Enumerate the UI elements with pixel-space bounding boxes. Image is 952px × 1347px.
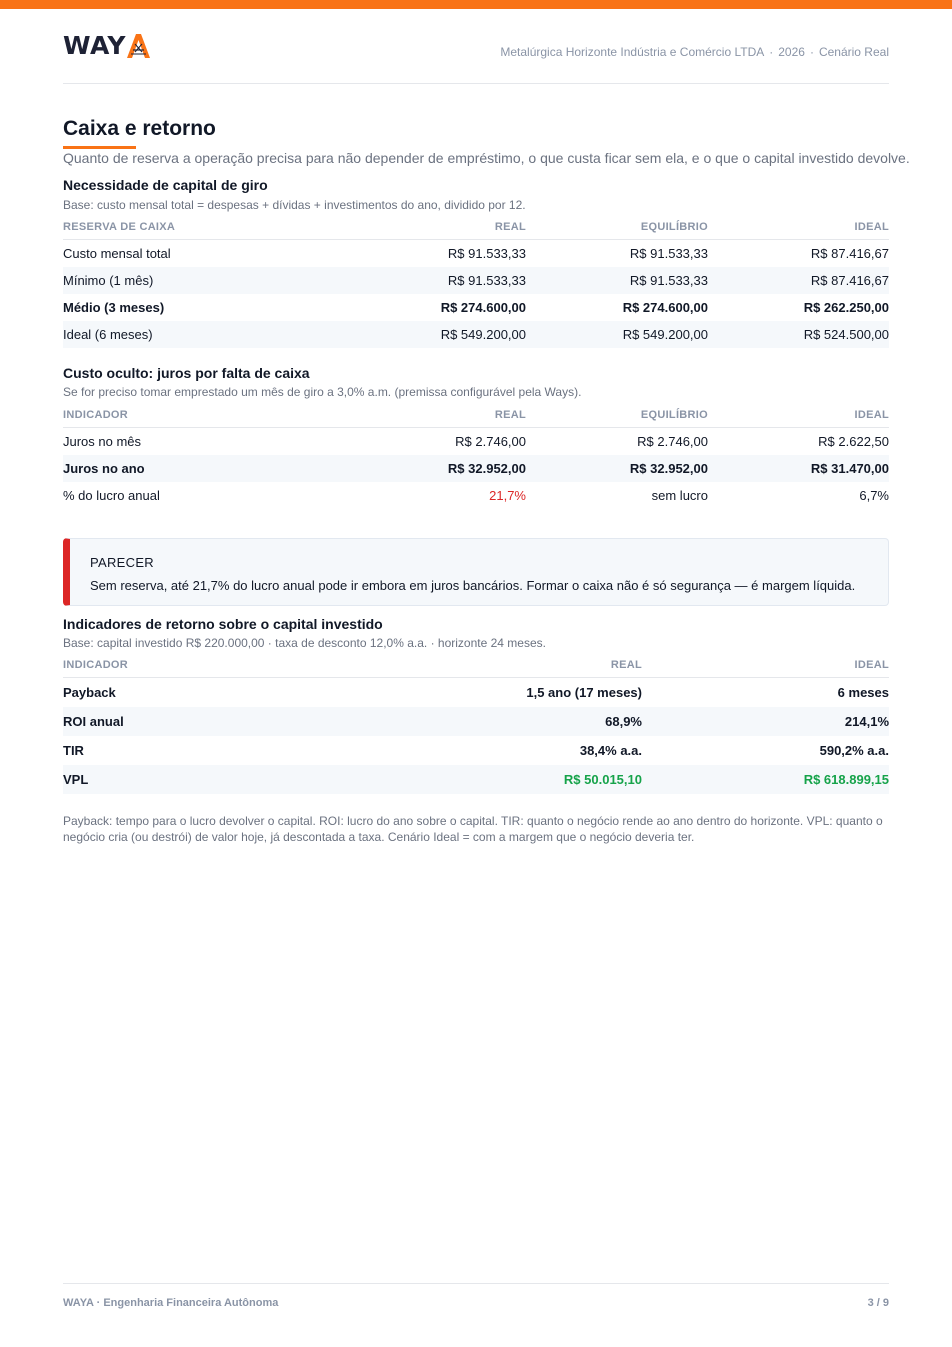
returns-note: Base: capital investido R$ 220.000,00 · taxa de desconto 12,0% a.a. · horizonte 24 meses. xyxy=(63,636,546,650)
ideal-value: R$ 87.416,67 xyxy=(810,246,889,261)
table-header xyxy=(63,402,889,428)
page-footer xyxy=(63,1283,889,1313)
table-row xyxy=(63,240,889,267)
real-value: R$ 32.952,00 xyxy=(447,461,526,476)
column-header: REAL xyxy=(494,221,526,233)
company-name: Metalúrgica Horizonte Indústria e Comércio LTDA xyxy=(500,45,765,59)
ideal-value: R$ 2.622,50 xyxy=(818,434,889,449)
table-row xyxy=(63,294,889,321)
real-value: R$ 91.533,33 xyxy=(447,273,526,288)
real-value: 1,5 ano (17 meses) xyxy=(526,685,642,700)
equilibrium-value: R$ 549.200,00 xyxy=(622,327,708,342)
real-value: R$ 2.746,00 xyxy=(455,434,526,449)
opinion-text: Sem reserva, até 21,7% do lucro anual pode ir embora em juros bancários. Formar o caixa não é só segurança — é margem líquida. xyxy=(90,578,856,593)
footnote: Payback: tempo para o lucro devolver o capital. ROI: lucro do ano sobre o capital. TIR: quanto o negócio rende ao ano dentro do horizonte. VPL: quanto o negócio cria (ou destrói) de valor hoje, já descontada a taxa. Cenário Ideal = com a margem que o negócio deveria ter. xyxy=(63,814,883,844)
page-number: 3 / 9 xyxy=(867,1297,889,1309)
column-header: REAL xyxy=(494,409,526,421)
column-header: RESERVA DE CAIXA xyxy=(63,221,176,233)
row-label: % do lucro anual xyxy=(63,488,160,503)
hidden-cost-title: Custo oculto: juros por falta de caixa xyxy=(63,365,310,381)
ideal-value: 6,7% xyxy=(859,488,889,503)
real-value: R$ 274.600,00 xyxy=(440,300,526,315)
table-row xyxy=(63,765,889,794)
working-capital-note: Base: custo mensal total = despesas + dívidas + investimentos do ano, dividido por 12. xyxy=(63,198,526,212)
column-header: REAL xyxy=(610,659,642,671)
table-row xyxy=(63,736,889,765)
ideal-value: R$ 262.250,00 xyxy=(803,300,889,315)
returns-title: Indicadores de retorno sobre o capital investido xyxy=(63,616,383,632)
real-value: R$ 50.015,10 xyxy=(563,772,642,787)
column-header: INDICADOR xyxy=(63,409,129,421)
row-label: Custo mensal total xyxy=(63,246,171,261)
row-label: Ideal (6 meses) xyxy=(63,327,153,342)
row-label: Médio (3 meses) xyxy=(63,300,165,315)
real-value: R$ 549.200,00 xyxy=(440,327,526,342)
row-label: Mínimo (1 mês) xyxy=(63,273,154,288)
row-label: Juros no mês xyxy=(63,434,142,449)
column-header: IDEAL xyxy=(854,659,889,671)
real-value: R$ 91.533,33 xyxy=(447,246,526,261)
ideal-value: R$ 31.470,00 xyxy=(810,461,889,476)
column-header: INDICADOR xyxy=(63,659,129,671)
row-label: Payback xyxy=(63,685,116,700)
real-value: 21,7% xyxy=(489,488,526,503)
ideal-value: R$ 524.500,00 xyxy=(803,327,889,342)
section-title: Caixa e retorno xyxy=(63,117,216,140)
ideal-value: R$ 618.899,15 xyxy=(803,772,889,787)
ideal-value: 590,2% a.a. xyxy=(819,743,889,758)
table-row xyxy=(63,267,889,294)
table-header xyxy=(63,652,889,678)
column-header: EQUILÍBRIO xyxy=(640,409,708,421)
table-row xyxy=(63,482,889,509)
equilibrium-value: R$ 32.952,00 xyxy=(629,461,708,476)
logo-wordmark: WAY xyxy=(63,31,127,60)
column-header: IDEAL xyxy=(854,409,889,421)
ideal-value: 214,1% xyxy=(844,714,889,729)
row-label: TIR xyxy=(63,743,84,758)
report-year: 2026 xyxy=(778,45,805,59)
hidden-cost-note: Se for preciso tomar emprestado um mês de giro a 3,0% a.m. (premissa configurável pela Ways). xyxy=(63,385,582,399)
column-header: EQUILÍBRIO xyxy=(640,221,708,233)
title-underline xyxy=(63,146,136,149)
ideal-value: R$ 87.416,67 xyxy=(810,273,889,288)
section-subtitle: Quanto de reserva a operação precisa para não depender de empréstimo, o que custa ficar sem ela, e o que o capital investido devolve. xyxy=(63,150,910,166)
table-row xyxy=(63,678,889,707)
table-row xyxy=(63,321,889,348)
separator: · xyxy=(809,45,814,59)
separator: · xyxy=(769,45,774,59)
equilibrium-value: R$ 274.600,00 xyxy=(622,300,708,315)
waya-logo xyxy=(63,32,150,60)
footer-brand: WAYA · Engenharia Financeira Autônoma xyxy=(63,1297,279,1309)
opinion-callout xyxy=(63,538,889,606)
column-header: IDEAL xyxy=(854,221,889,233)
working-capital-table xyxy=(63,214,889,348)
page-header xyxy=(63,32,889,84)
equilibrium-value: sem lucro xyxy=(651,488,708,503)
real-value: 38,4% a.a. xyxy=(579,743,642,758)
returns-table xyxy=(63,652,889,794)
equilibrium-value: R$ 2.746,00 xyxy=(637,434,708,449)
row-label: Juros no ano xyxy=(63,461,145,476)
table-row xyxy=(63,707,889,736)
table-row xyxy=(63,455,889,482)
scenario-label: Cenário Real xyxy=(818,45,889,59)
real-value: 68,9% xyxy=(605,714,642,729)
header-meta xyxy=(500,45,889,59)
hidden-cost-table xyxy=(63,402,889,509)
row-label: ROI anual xyxy=(63,714,124,729)
row-label: VPL xyxy=(63,772,89,787)
equilibrium-value: R$ 91.533,33 xyxy=(629,246,708,261)
table-header xyxy=(63,214,889,240)
logo-a-icon xyxy=(127,32,150,60)
opinion-title: PARECER xyxy=(90,555,154,570)
table-row xyxy=(63,428,889,455)
equilibrium-value: R$ 91.533,33 xyxy=(629,273,708,288)
top-accent-bar xyxy=(0,0,952,9)
working-capital-title: Necessidade de capital de giro xyxy=(63,177,268,193)
ideal-value: 6 meses xyxy=(837,685,889,700)
